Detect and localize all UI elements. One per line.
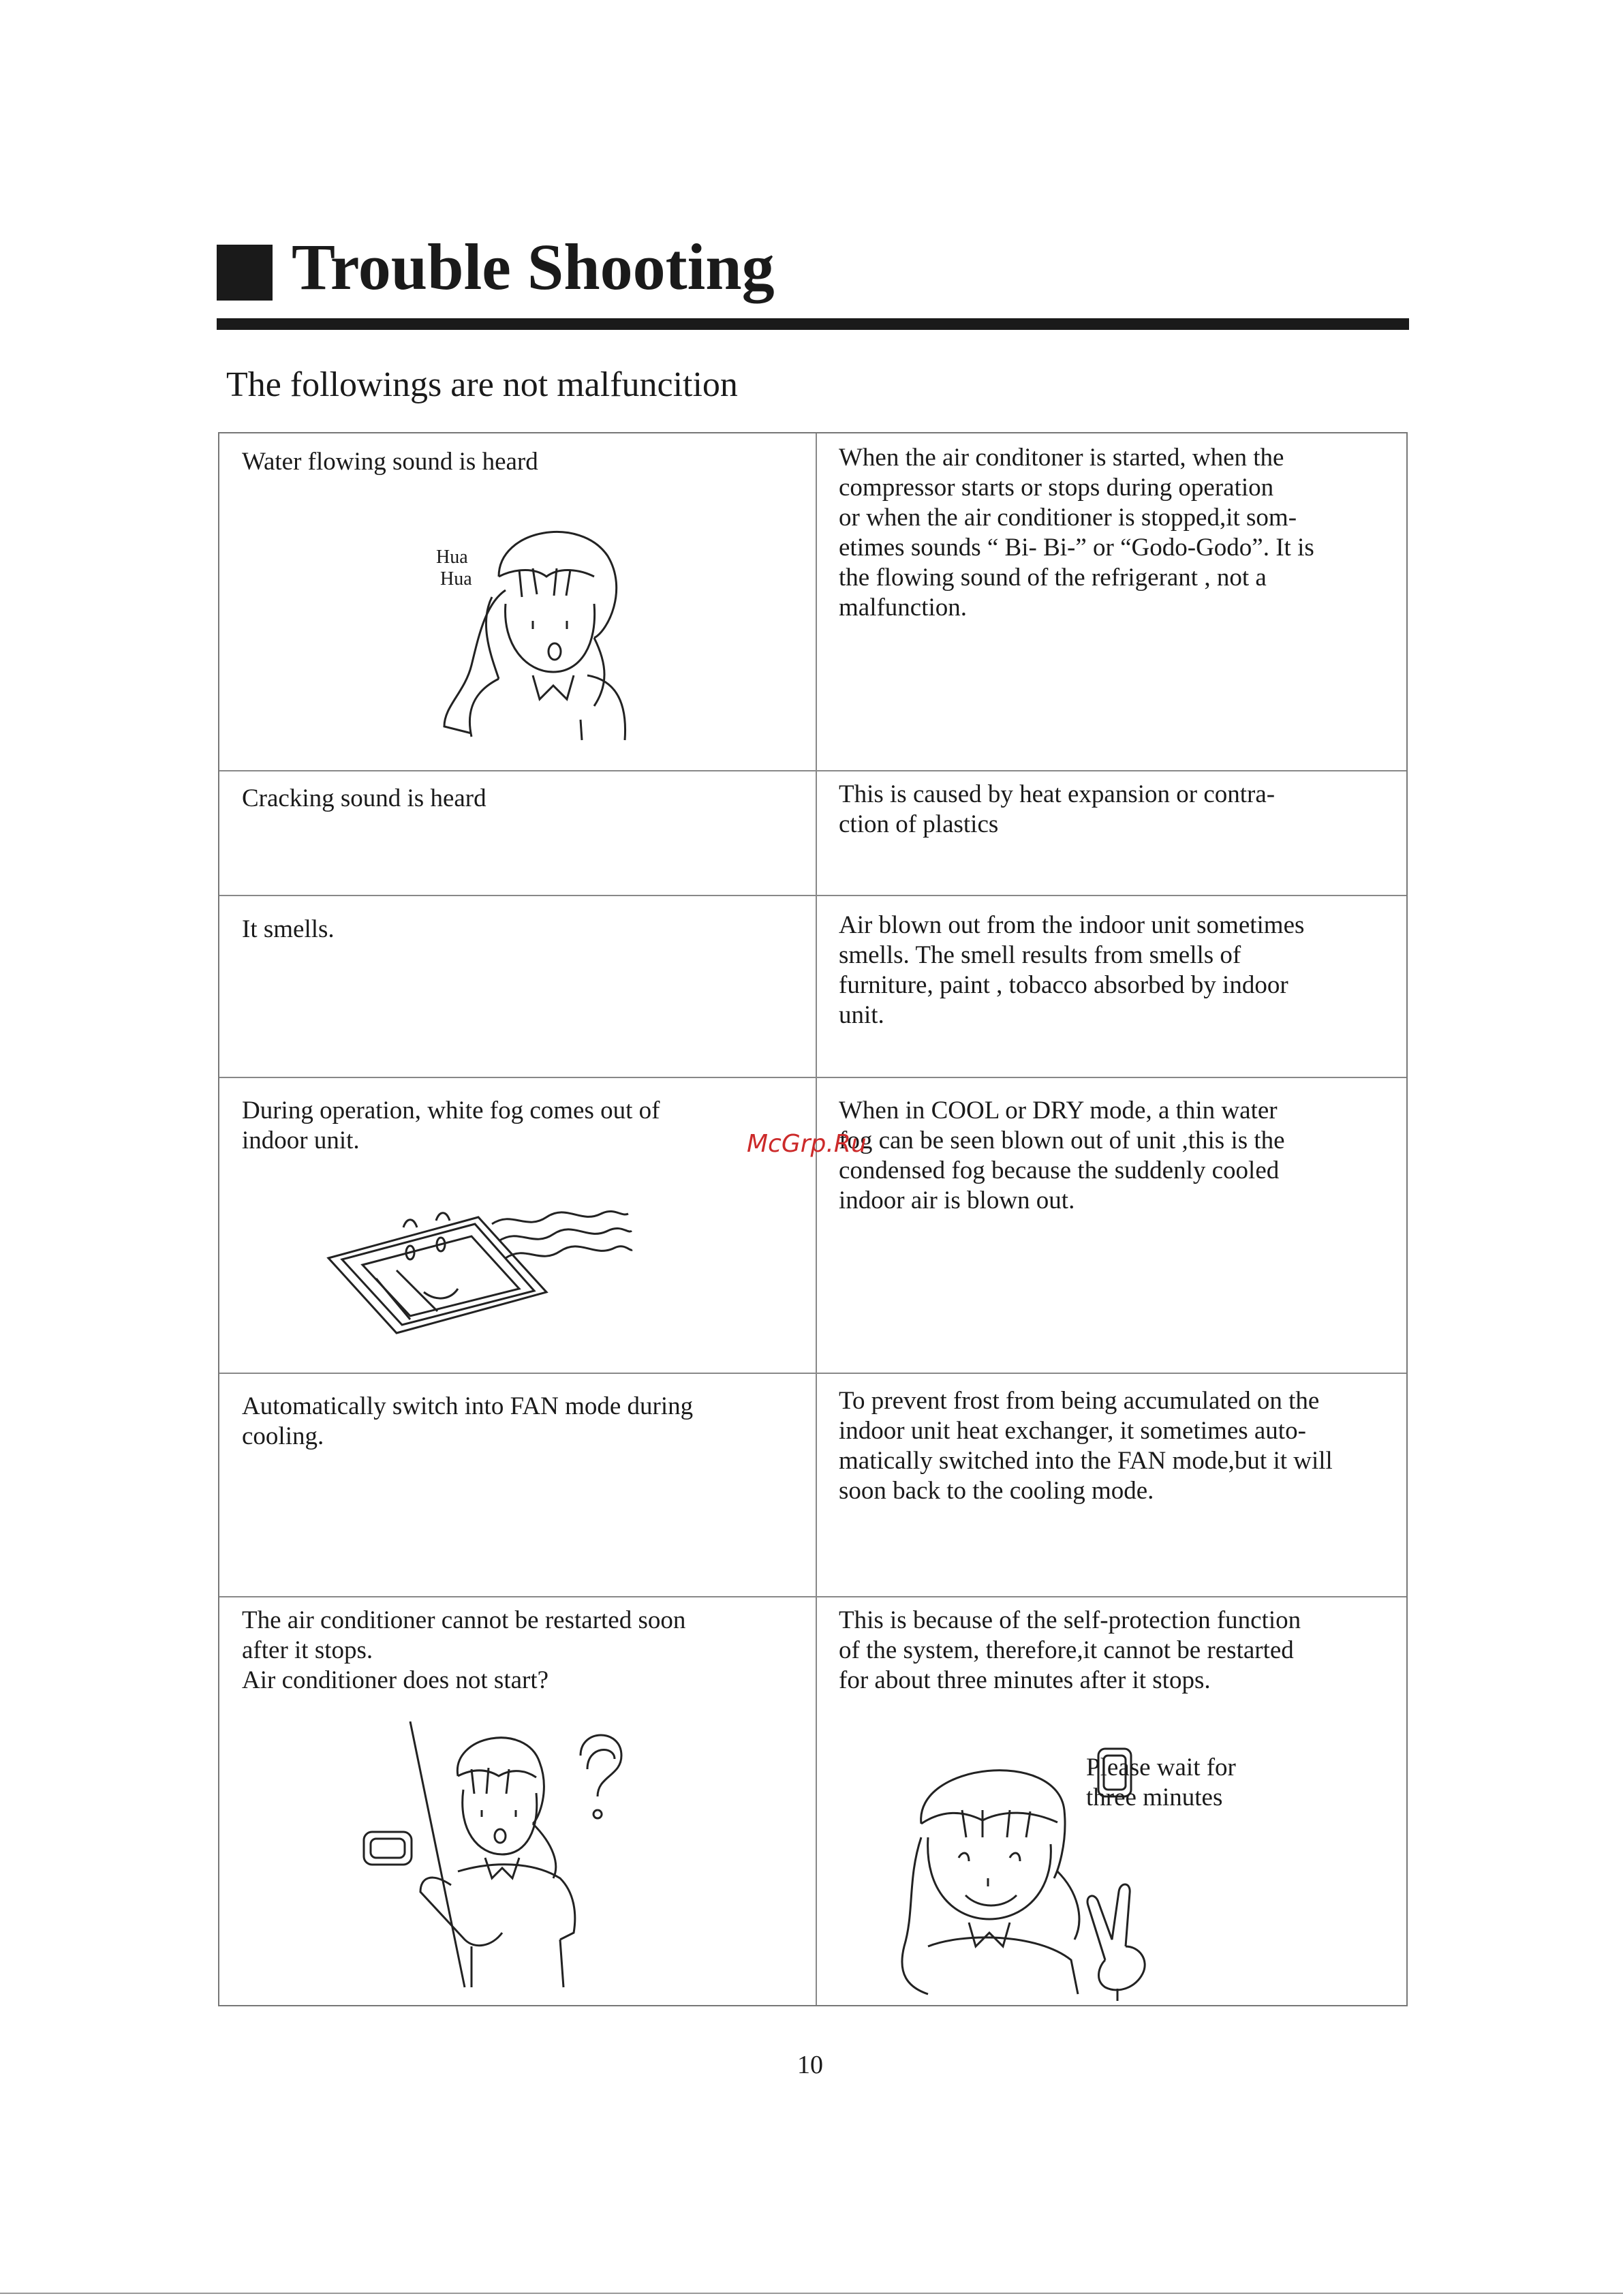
explanation-cannot-restart: This is because of the self-protection function of the system, therefore,it cannot be restarted for about three minutes after it stops. xyxy=(839,1606,1301,1694)
explanation-white-fog: When in COOL or DRY mode, a thin water fog can be seen blown out of unit ,this is the condensed fog because the suddenly cooled indoor air is blown out. xyxy=(839,1097,1285,1214)
please-wait-label: Please wait for three minutes xyxy=(1086,1754,1236,1811)
black-square-icon xyxy=(217,245,273,301)
bottom-edge-line xyxy=(0,2293,1623,2294)
page-number: 10 xyxy=(797,2051,823,2079)
puzzled-listening-person-icon xyxy=(424,502,655,747)
symptom-water-flowing: Water flowing sound is heard xyxy=(242,448,538,476)
symptom-smells: It smells. xyxy=(242,915,335,943)
symptom-fan-mode: Automatically switch into FAN mode during cooling. xyxy=(242,1392,694,1450)
indoor-unit-with-fog-icon xyxy=(322,1190,635,1340)
hua-sound-label: Hua Hua xyxy=(436,547,472,590)
symptom-cannot-restart: The air conditioner cannot be restarted soon after it stops. Air conditioner does not start? xyxy=(242,1606,686,1694)
explanation-fan-mode: To prevent frost from being accumulated on the indoor unit heat exchanger, it sometimes auto- matically switched into the FAN mode,but it will soon back to the cooling mode. xyxy=(839,1387,1333,1505)
row-divider xyxy=(219,895,1406,896)
confused-person-with-remote-icon xyxy=(356,1715,642,1994)
row-divider xyxy=(219,770,1406,771)
explanation-cracking-sound: This is caused by heat expansion or contra- ction of plastics xyxy=(839,780,1276,838)
explanation-smells: Air blown out from the indoor unit sometimes smells. The smell results from smells of furniture, paint , tobacco absorbed by indoor unit. xyxy=(839,911,1305,1029)
row-divider xyxy=(219,1596,1406,1597)
row-divider xyxy=(219,1373,1406,1374)
page-header xyxy=(217,230,1409,309)
troubleshooting-table xyxy=(218,432,1408,2006)
symptom-cracking-sound: Cracking sound is heard xyxy=(242,784,486,812)
section-subtitle: The followings are not malfuncition xyxy=(226,365,738,404)
watermark: McGrp.Ru xyxy=(747,1130,867,1158)
symptom-white-fog: During operation, white fog comes out of indoor unit. xyxy=(242,1097,660,1154)
title-underline xyxy=(217,318,1409,330)
explanation-water-flowing: When the air conditoner is started, when the compressor starts or stops during operation or when the air conditioner is stopped,it som- etimes sounds “ Bi- Bi-” or “Godo-Godo”. It is the flowing sound of the refrigerant , not a malfunction. xyxy=(839,444,1314,622)
column-divider xyxy=(816,433,817,2005)
row-divider xyxy=(219,1077,1406,1078)
page-title: Trouble Shooting xyxy=(292,230,775,303)
